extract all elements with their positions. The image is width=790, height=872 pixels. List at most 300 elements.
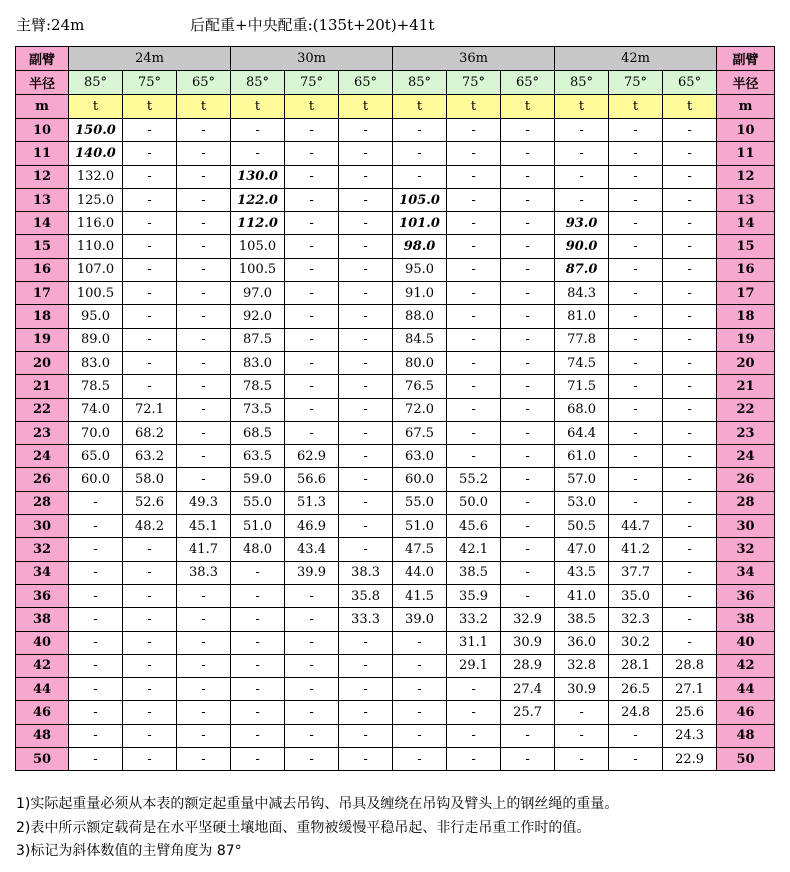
radius-value-right: 16 xyxy=(717,258,775,281)
table-row xyxy=(16,468,775,491)
radius-label-right: 半径 xyxy=(717,71,775,95)
load-value-cell: 37.7 xyxy=(609,561,663,584)
load-value-cell: - xyxy=(393,678,447,701)
load-value-cell: - xyxy=(555,142,609,165)
load-value-cell: - xyxy=(177,398,231,421)
load-value-cell: - xyxy=(231,142,285,165)
jib-angle: 65° xyxy=(501,71,555,95)
load-value-cell: - xyxy=(501,258,555,281)
load-value-cell: - xyxy=(609,212,663,235)
load-value-cell: - xyxy=(123,119,177,142)
load-value-cell: - xyxy=(123,631,177,654)
load-value-cell: 87.5 xyxy=(231,328,285,351)
load-value-cell: - xyxy=(447,235,501,258)
load-value-cell: - xyxy=(663,468,717,491)
angle-header-row xyxy=(16,71,775,95)
load-value-cell: 77.8 xyxy=(555,328,609,351)
load-value-cell: - xyxy=(285,235,339,258)
radius-value: 10 xyxy=(16,119,69,142)
radius-value: 15 xyxy=(16,235,69,258)
load-value-cell: - xyxy=(339,258,393,281)
load-value-cell: 38.3 xyxy=(177,561,231,584)
load-value-cell: - xyxy=(123,212,177,235)
load-value-cell: 55.0 xyxy=(231,491,285,514)
load-value-cell: 33.3 xyxy=(339,608,393,631)
load-value-cell: 78.5 xyxy=(69,375,123,398)
load-value-cell: - xyxy=(231,561,285,584)
load-value-cell: - xyxy=(555,724,609,747)
load-value-cell: - xyxy=(285,608,339,631)
load-value-cell: - xyxy=(285,328,339,351)
main-boom-length: 主臂:24m xyxy=(16,16,85,34)
load-value-cell: - xyxy=(123,351,177,374)
load-value-cell: - xyxy=(555,165,609,188)
radius-value: 38 xyxy=(16,608,69,631)
table-row xyxy=(16,142,775,165)
load-value-cell: - xyxy=(285,165,339,188)
table-row xyxy=(16,748,775,771)
load-value-cell: 45.1 xyxy=(177,515,231,538)
load-value-cell: 84.5 xyxy=(393,328,447,351)
load-value-cell: - xyxy=(339,538,393,561)
jib-angle: 65° xyxy=(339,71,393,95)
radius-value-right: 17 xyxy=(717,282,775,305)
load-value-cell: - xyxy=(501,748,555,771)
load-value-cell: 65.0 xyxy=(69,445,123,468)
load-value-cell: 92.0 xyxy=(231,305,285,328)
load-value-cell: 83.0 xyxy=(231,351,285,374)
load-value-cell: - xyxy=(393,701,447,724)
load-value-cell: 49.3 xyxy=(177,491,231,514)
load-value-cell: 95.0 xyxy=(69,305,123,328)
load-value-cell: - xyxy=(123,584,177,607)
jib-label: 副臂 xyxy=(16,47,69,71)
table-row xyxy=(16,119,775,142)
load-value-cell: - xyxy=(447,724,501,747)
load-value-cell: 122.0 xyxy=(231,188,285,211)
unit-row xyxy=(16,95,775,119)
table-row xyxy=(16,398,775,421)
load-value-cell: - xyxy=(339,375,393,398)
radius-value-right: 48 xyxy=(717,724,775,747)
load-value-cell: 43.4 xyxy=(285,538,339,561)
load-value-cell: - xyxy=(177,654,231,677)
load-value-cell: 72.0 xyxy=(393,398,447,421)
load-value-cell: - xyxy=(231,724,285,747)
table-row xyxy=(16,608,775,631)
load-value-cell: 95.0 xyxy=(393,258,447,281)
load-value-cell: - xyxy=(501,584,555,607)
load-value-cell: - xyxy=(177,328,231,351)
load-value-cell: - xyxy=(231,678,285,701)
load-value-cell: - xyxy=(501,142,555,165)
radius-value: 19 xyxy=(16,328,69,351)
load-value-cell: - xyxy=(339,328,393,351)
load-value-cell: 105.0 xyxy=(231,235,285,258)
table-row xyxy=(16,538,775,561)
load-value-cell: - xyxy=(663,282,717,305)
load-value-cell: - xyxy=(339,631,393,654)
radius-value-right: 38 xyxy=(717,608,775,631)
load-value-cell: 44.0 xyxy=(393,561,447,584)
load-value-cell: - xyxy=(609,165,663,188)
load-value-cell: - xyxy=(339,421,393,444)
load-value-cell: 51.0 xyxy=(231,515,285,538)
load-value-cell: - xyxy=(177,375,231,398)
radius-value-right: 24 xyxy=(717,445,775,468)
load-value-cell: - xyxy=(69,515,123,538)
load-value-cell: - xyxy=(123,305,177,328)
table-row xyxy=(16,421,775,444)
load-value-cell: - xyxy=(177,212,231,235)
load-value-cell: - xyxy=(69,608,123,631)
load-value-cell: - xyxy=(339,305,393,328)
radius-value: 46 xyxy=(16,701,69,724)
load-value-cell: - xyxy=(123,724,177,747)
load-value-cell: - xyxy=(501,305,555,328)
radius-value: 20 xyxy=(16,351,69,374)
load-value-cell: - xyxy=(123,538,177,561)
load-value-cell: - xyxy=(123,142,177,165)
load-value-cell: 32.9 xyxy=(501,608,555,631)
unit-t: t xyxy=(447,95,501,119)
unit-t: t xyxy=(609,95,663,119)
radius-value: 50 xyxy=(16,748,69,771)
load-value-cell: - xyxy=(123,748,177,771)
load-value-cell: - xyxy=(447,421,501,444)
load-value-cell: - xyxy=(177,235,231,258)
load-value-cell: - xyxy=(339,678,393,701)
load-value-cell: 91.0 xyxy=(393,282,447,305)
jib-angle: 75° xyxy=(285,71,339,95)
load-value-cell: - xyxy=(285,654,339,677)
load-value-cell: - xyxy=(285,282,339,305)
load-value-cell: - xyxy=(231,701,285,724)
load-value-cell: - xyxy=(663,491,717,514)
load-value-cell: - xyxy=(501,212,555,235)
unit-m-right: m xyxy=(717,95,775,119)
unit-t: t xyxy=(285,95,339,119)
load-value-cell: 43.5 xyxy=(555,561,609,584)
jib-angle: 85° xyxy=(393,71,447,95)
load-value-cell: - xyxy=(339,445,393,468)
load-value-cell: 25.7 xyxy=(501,701,555,724)
load-value-cell: 35.0 xyxy=(609,584,663,607)
load-value-cell: - xyxy=(663,258,717,281)
load-value-cell: 78.5 xyxy=(231,375,285,398)
load-value-cell: 41.0 xyxy=(555,584,609,607)
load-value-cell: 47.5 xyxy=(393,538,447,561)
load-value-cell: 74.5 xyxy=(555,351,609,374)
load-value-cell: - xyxy=(177,445,231,468)
unit-m: m xyxy=(16,95,69,119)
load-value-cell: 112.0 xyxy=(231,212,285,235)
load-value-cell: 25.6 xyxy=(663,701,717,724)
load-value-cell: - xyxy=(177,421,231,444)
load-value-cell: 28.9 xyxy=(501,654,555,677)
load-value-cell: - xyxy=(285,212,339,235)
radius-value: 36 xyxy=(16,584,69,607)
load-value-cell: 35.9 xyxy=(447,584,501,607)
load-value-cell: - xyxy=(609,258,663,281)
load-value-cell: 107.0 xyxy=(69,258,123,281)
footnote: 2)表中所示额定载荷是在水平坚硬土壤地面、重物被缓慢平稳吊起、非行走吊重工作时的值。 xyxy=(16,819,591,836)
jib-angle: 75° xyxy=(609,71,663,95)
load-value-cell: - xyxy=(609,468,663,491)
load-value-cell: - xyxy=(231,608,285,631)
load-value-cell: - xyxy=(123,561,177,584)
load-value-cell: 72.1 xyxy=(123,398,177,421)
load-value-cell: - xyxy=(393,654,447,677)
page-header xyxy=(0,0,790,46)
load-value-cell: - xyxy=(447,748,501,771)
radius-value-right: 26 xyxy=(717,468,775,491)
load-value-cell: - xyxy=(663,584,717,607)
jib-angle: 85° xyxy=(69,71,123,95)
load-value-cell: - xyxy=(177,119,231,142)
load-value-cell: 41.5 xyxy=(393,584,447,607)
load-value-cell: - xyxy=(177,165,231,188)
radius-value-right: 46 xyxy=(717,701,775,724)
jib-length-30m: 30m xyxy=(231,47,393,71)
table-row xyxy=(16,282,775,305)
radius-value-right: 14 xyxy=(717,212,775,235)
load-value-cell: - xyxy=(285,584,339,607)
load-value-cell: - xyxy=(177,258,231,281)
radius-value: 32 xyxy=(16,538,69,561)
unit-t: t xyxy=(177,95,231,119)
load-value-cell: - xyxy=(609,491,663,514)
load-value-cell: 60.0 xyxy=(393,468,447,491)
load-value-cell: - xyxy=(123,258,177,281)
load-value-cell: - xyxy=(231,584,285,607)
load-value-cell: - xyxy=(663,119,717,142)
load-value-cell: - xyxy=(609,235,663,258)
load-value-cell: - xyxy=(285,398,339,421)
load-value-cell: - xyxy=(339,398,393,421)
load-value-cell: 32.8 xyxy=(555,654,609,677)
load-value-cell: - xyxy=(177,608,231,631)
load-value-cell: - xyxy=(285,678,339,701)
load-value-cell: - xyxy=(609,748,663,771)
load-value-cell: 30.9 xyxy=(501,631,555,654)
radius-value-right: 28 xyxy=(717,491,775,514)
load-value-cell: - xyxy=(339,119,393,142)
load-value-cell: 89.0 xyxy=(69,328,123,351)
load-chart-table xyxy=(15,46,775,771)
radius-value-right: 13 xyxy=(717,188,775,211)
load-value-cell: 28.1 xyxy=(609,654,663,677)
load-value-cell: 68.5 xyxy=(231,421,285,444)
radius-value-right: 50 xyxy=(717,748,775,771)
load-value-cell: - xyxy=(501,328,555,351)
load-value-cell: - xyxy=(177,701,231,724)
load-value-cell: 38.5 xyxy=(447,561,501,584)
load-value-cell: - xyxy=(69,654,123,677)
radius-value: 21 xyxy=(16,375,69,398)
unit-t: t xyxy=(555,95,609,119)
load-value-cell: - xyxy=(69,678,123,701)
load-value-cell: 140.0 xyxy=(69,142,123,165)
load-value-cell: 98.0 xyxy=(393,235,447,258)
load-value-cell: 46.9 xyxy=(285,515,339,538)
radius-value-right: 22 xyxy=(717,398,775,421)
load-value-cell: 55.0 xyxy=(393,491,447,514)
load-value-cell: - xyxy=(339,212,393,235)
load-value-cell: 59.0 xyxy=(231,468,285,491)
jib-angle: 65° xyxy=(177,71,231,95)
load-value-cell: - xyxy=(609,421,663,444)
table-row xyxy=(16,678,775,701)
load-value-cell: - xyxy=(447,351,501,374)
load-value-cell: - xyxy=(123,678,177,701)
table-row xyxy=(16,631,775,654)
load-value-cell: - xyxy=(69,724,123,747)
load-value-cell: - xyxy=(555,701,609,724)
load-value-cell: - xyxy=(339,468,393,491)
load-value-cell: 22.9 xyxy=(663,748,717,771)
table-row xyxy=(16,351,775,374)
load-value-cell: - xyxy=(123,328,177,351)
load-value-cell: 101.0 xyxy=(393,212,447,235)
table-row xyxy=(16,165,775,188)
load-value-cell: - xyxy=(663,305,717,328)
radius-value: 24 xyxy=(16,445,69,468)
load-value-cell: - xyxy=(69,701,123,724)
load-value-cell: - xyxy=(285,421,339,444)
radius-value-right: 44 xyxy=(717,678,775,701)
load-value-cell: - xyxy=(663,398,717,421)
load-value-cell: 48.2 xyxy=(123,515,177,538)
load-value-cell: 50.0 xyxy=(447,491,501,514)
load-value-cell: - xyxy=(447,282,501,305)
load-value-cell: - xyxy=(447,188,501,211)
load-value-cell: - xyxy=(231,119,285,142)
load-value-cell: 31.1 xyxy=(447,631,501,654)
load-value-cell: - xyxy=(339,701,393,724)
table-row xyxy=(16,258,775,281)
load-value-cell: 73.5 xyxy=(231,398,285,421)
load-value-cell: 68.2 xyxy=(123,421,177,444)
load-value-cell: - xyxy=(285,748,339,771)
load-value-cell: - xyxy=(447,678,501,701)
load-value-cell: - xyxy=(447,701,501,724)
load-value-cell: - xyxy=(339,351,393,374)
load-value-cell: 47.0 xyxy=(555,538,609,561)
load-value-cell: 30.9 xyxy=(555,678,609,701)
load-value-cell: 52.6 xyxy=(123,491,177,514)
load-value-cell: - xyxy=(609,724,663,747)
radius-value: 48 xyxy=(16,724,69,747)
load-value-cell: - xyxy=(177,678,231,701)
radius-value: 30 xyxy=(16,515,69,538)
radius-value: 26 xyxy=(16,468,69,491)
unit-t: t xyxy=(663,95,717,119)
load-value-cell: - xyxy=(177,748,231,771)
load-value-cell: - xyxy=(501,165,555,188)
load-value-cell: 70.0 xyxy=(69,421,123,444)
load-value-cell: 87.0 xyxy=(555,258,609,281)
load-value-cell: 67.5 xyxy=(393,421,447,444)
radius-value-right: 15 xyxy=(717,235,775,258)
load-value-cell: - xyxy=(663,375,717,398)
load-value-cell: - xyxy=(393,142,447,165)
radius-value-right: 42 xyxy=(717,654,775,677)
load-value-cell: - xyxy=(609,305,663,328)
radius-value: 17 xyxy=(16,282,69,305)
load-value-cell: 42.1 xyxy=(447,538,501,561)
load-value-cell: 90.0 xyxy=(555,235,609,258)
load-value-cell: - xyxy=(447,305,501,328)
load-value-cell: - xyxy=(501,515,555,538)
load-value-cell: - xyxy=(447,328,501,351)
load-value-cell: - xyxy=(123,608,177,631)
load-value-cell: - xyxy=(123,235,177,258)
load-value-cell: - xyxy=(393,631,447,654)
radius-value: 44 xyxy=(16,678,69,701)
radius-value-right: 11 xyxy=(717,142,775,165)
load-value-cell: - xyxy=(177,142,231,165)
load-value-cell: - xyxy=(177,724,231,747)
load-value-cell: - xyxy=(285,375,339,398)
load-value-cell: 58.0 xyxy=(123,468,177,491)
load-value-cell: 97.0 xyxy=(231,282,285,305)
load-value-cell: 36.0 xyxy=(555,631,609,654)
table-row xyxy=(16,305,775,328)
table-row xyxy=(16,515,775,538)
load-value-cell: - xyxy=(663,188,717,211)
load-value-cell: - xyxy=(123,165,177,188)
load-value-cell: - xyxy=(609,375,663,398)
load-value-cell: - xyxy=(339,235,393,258)
load-value-cell: - xyxy=(123,701,177,724)
load-value-cell: - xyxy=(663,608,717,631)
jib-length-42m: 42m xyxy=(555,47,717,71)
load-value-cell: - xyxy=(339,654,393,677)
load-value-cell: - xyxy=(501,491,555,514)
load-value-cell: - xyxy=(609,119,663,142)
radius-value: 12 xyxy=(16,165,69,188)
load-value-cell: - xyxy=(285,119,339,142)
load-value-cell: 100.5 xyxy=(231,258,285,281)
load-value-cell: 29.1 xyxy=(447,654,501,677)
jib-header-row xyxy=(16,47,775,71)
load-value-cell: 48.0 xyxy=(231,538,285,561)
load-value-cell: 81.0 xyxy=(555,305,609,328)
load-value-cell: 132.0 xyxy=(69,165,123,188)
radius-value-right: 20 xyxy=(717,351,775,374)
load-value-cell: - xyxy=(663,538,717,561)
radius-value: 23 xyxy=(16,421,69,444)
jib-angle: 85° xyxy=(231,71,285,95)
load-value-cell: - xyxy=(447,165,501,188)
load-value-cell: 51.0 xyxy=(393,515,447,538)
radius-value: 40 xyxy=(16,631,69,654)
load-value-cell: - xyxy=(447,258,501,281)
load-value-cell: - xyxy=(339,188,393,211)
load-value-cell: 32.3 xyxy=(609,608,663,631)
load-value-cell: - xyxy=(663,561,717,584)
load-value-cell: - xyxy=(69,561,123,584)
load-value-cell: 44.7 xyxy=(609,515,663,538)
load-value-cell: 51.3 xyxy=(285,491,339,514)
load-value-cell: 63.5 xyxy=(231,445,285,468)
radius-value: 11 xyxy=(16,142,69,165)
load-value-cell: - xyxy=(501,724,555,747)
load-value-cell: 100.5 xyxy=(69,282,123,305)
load-value-cell: - xyxy=(285,724,339,747)
load-value-cell: 39.0 xyxy=(393,608,447,631)
